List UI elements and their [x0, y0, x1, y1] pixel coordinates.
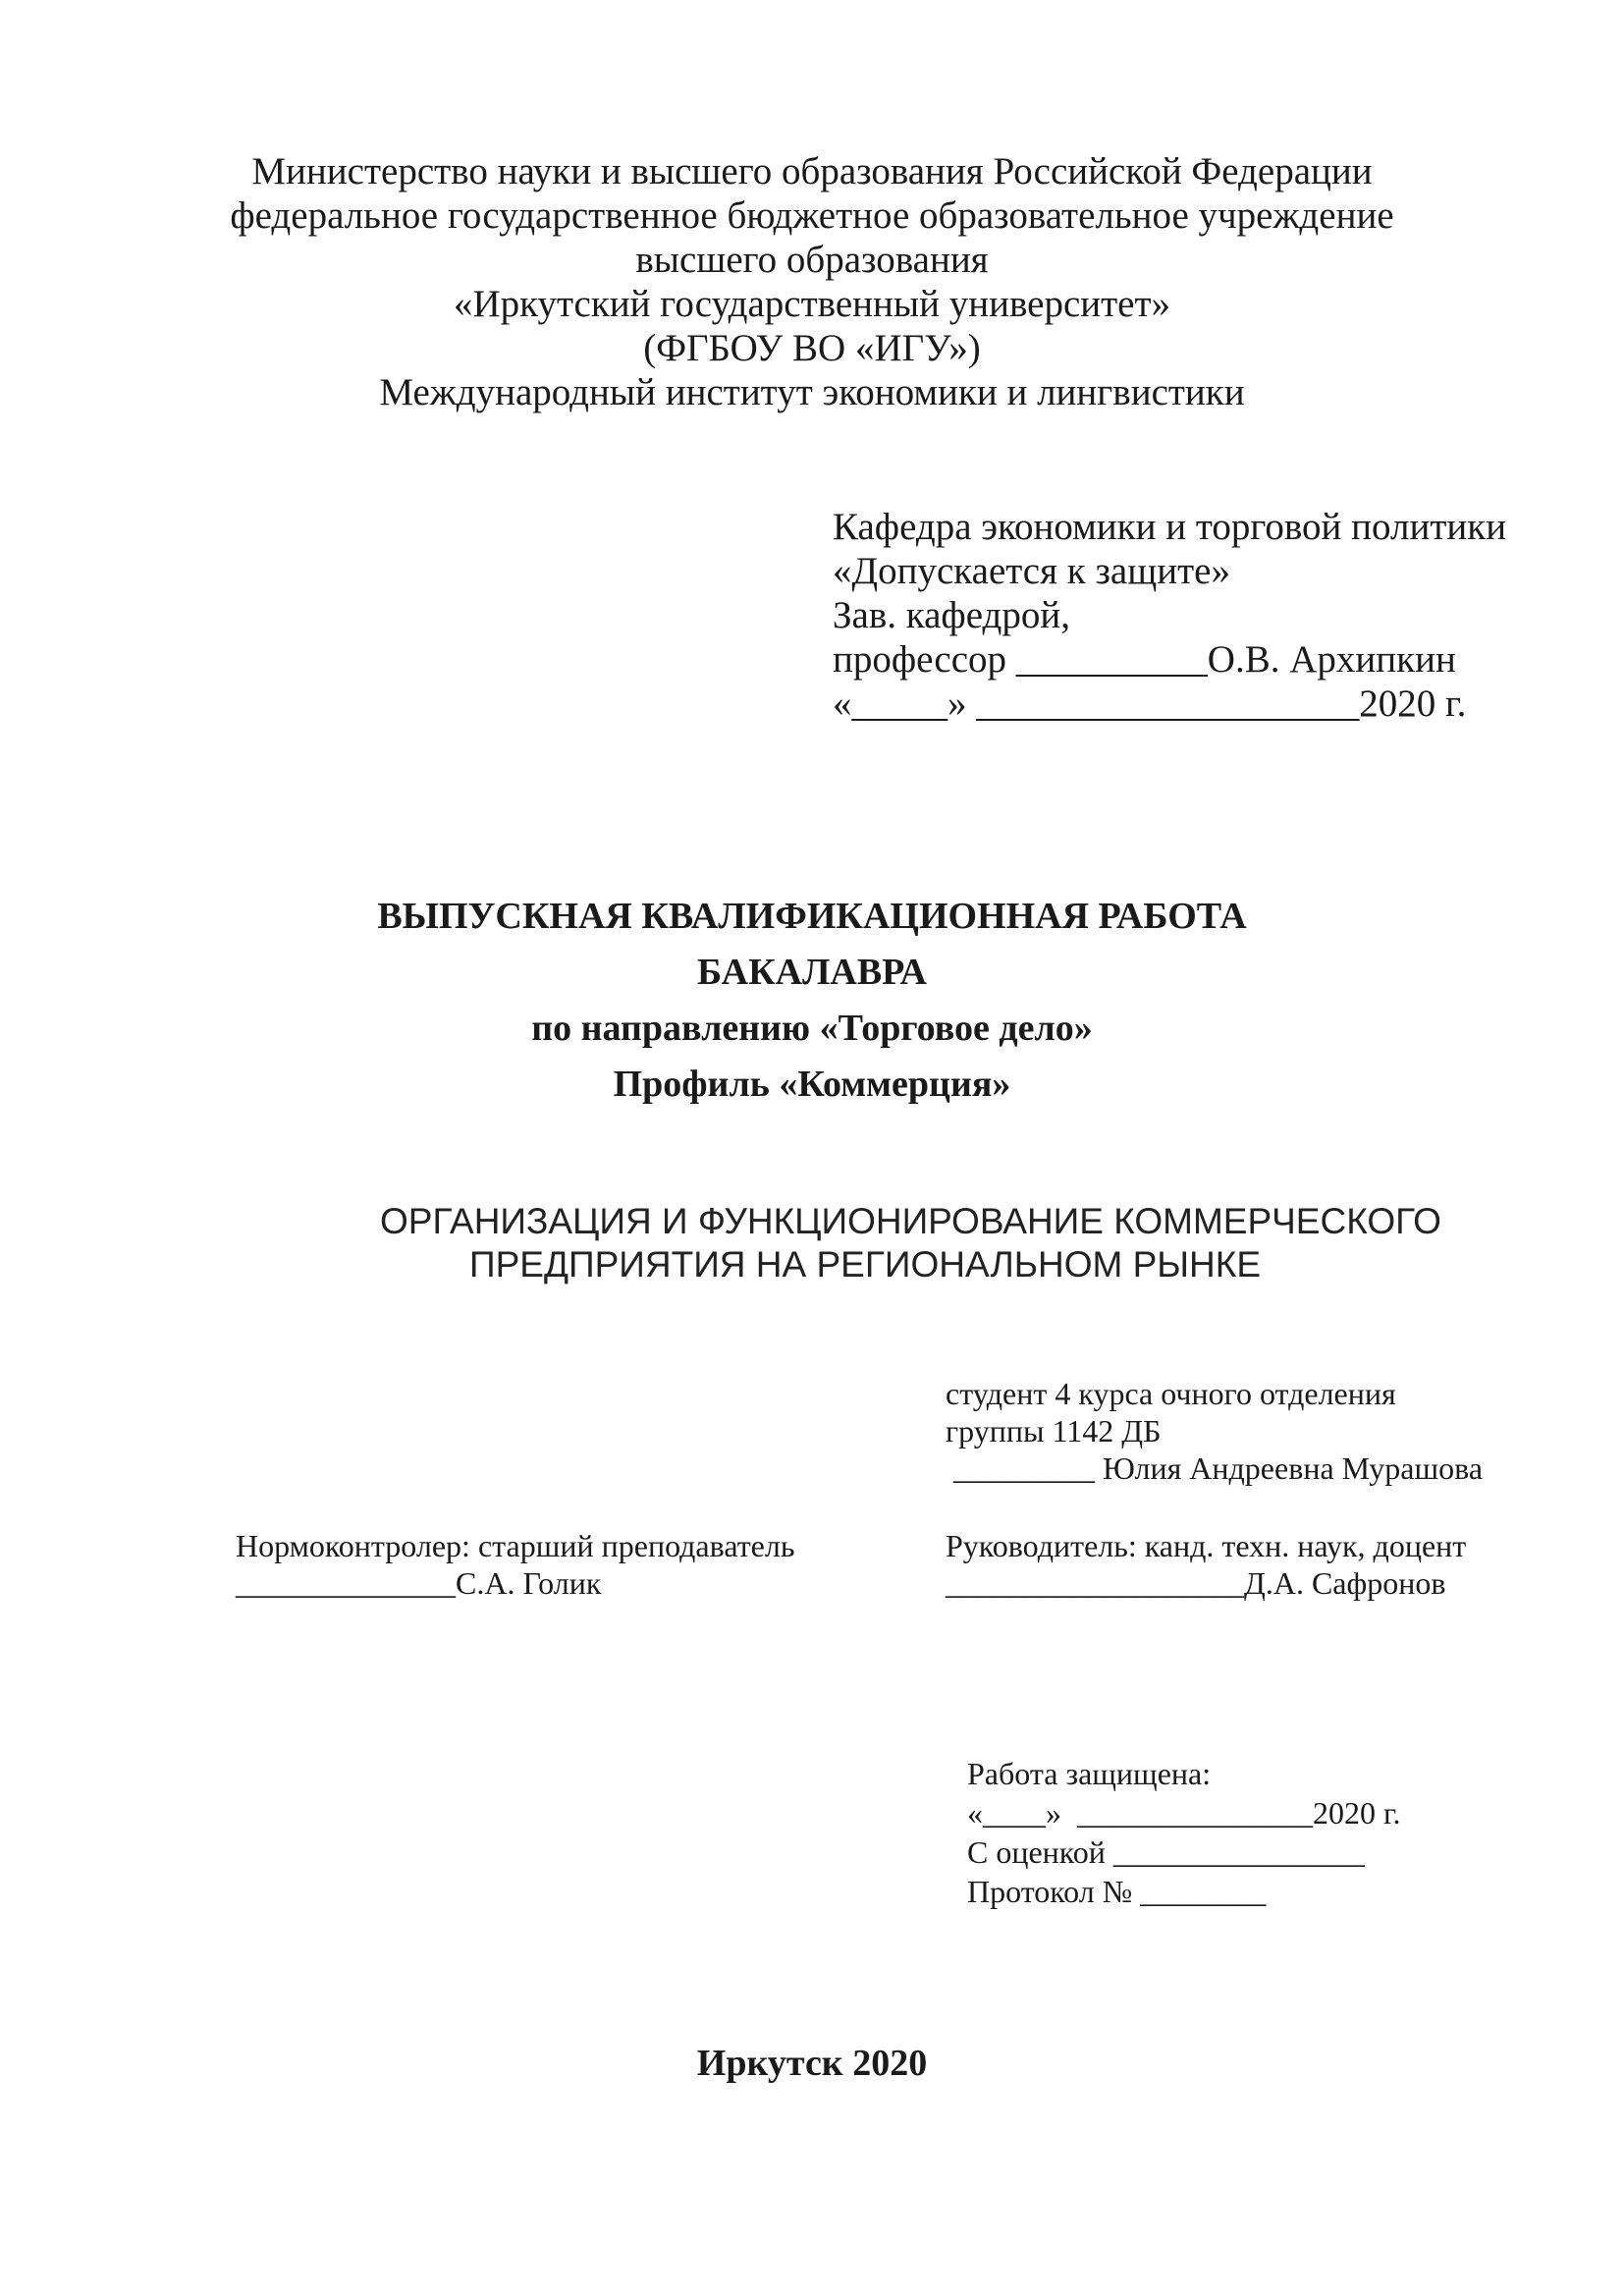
controller-role-line: Нормоконтролер: старший преподаватель	[236, 1528, 795, 1563]
admitted-line: «Допускается к защите»	[833, 550, 1230, 592]
thesis-title-block	[0, 889, 1624, 1113]
education-level-line: высшего образования	[635, 239, 989, 281]
approval-date-line: «_____» ____________________2020 г.	[833, 683, 1467, 725]
head-line: Зав. кафедрой,	[833, 594, 1070, 636]
university-abbrev-line: (ФГБОУ ВО «ИГУ»)	[643, 327, 981, 369]
supervisor-signature-line: ___________________Д.А. Сафронов	[946, 1565, 1446, 1601]
institution-type-line: федеральное государственное бюджетное образовательное учреждение	[230, 194, 1394, 237]
student-block	[946, 1375, 1483, 1487]
topic-line-2: ПРЕДПРИЯТИЯ НА РЕГИОНАЛЬНОМ РЫНКЕ	[469, 1244, 1261, 1285]
approval-block	[833, 505, 1506, 726]
city-year: Иркутск 2020	[696, 2043, 928, 2084]
defense-date-line: «____» _______________2020 г.	[967, 1795, 1401, 1831]
ministry-line: Министерство науки и высшего образования Российской Федерации	[251, 150, 1373, 192]
controller-signature-line: ______________С.А. Голик	[236, 1565, 602, 1601]
student-group-line: группы 1142 ДБ	[946, 1413, 1162, 1449]
thesis-type-line: ВЫПУСКНАЯ КВАЛИФИКАЦИОННАЯ РАБОТА	[377, 896, 1247, 937]
student-signature-line: _________ Юлия Андреевна Мурашова	[946, 1450, 1484, 1486]
norm-controller-block	[236, 1527, 794, 1602]
institute-line: Международный институт экономики и лингвистики	[379, 371, 1245, 413]
defense-grade-line: С оценкой ________________	[967, 1834, 1365, 1870]
supervisor-role-line: Руководитель: канд. техн. наук, доцент	[946, 1528, 1467, 1563]
university-header	[0, 149, 1624, 414]
profile-line: Профиль «Коммерция»	[613, 1064, 1011, 1105]
student-course-line: студент 4 курса очного отделения	[946, 1376, 1396, 1411]
professor-signature-line: профессор __________О.В. Архипкин	[833, 638, 1456, 681]
topic-line-1: ОРГАНИЗАЦИЯ И ФУНКЦИОНИРОВАНИЕ КОММЕРЧЕСКОГО	[380, 1201, 1441, 1241]
direction-line: по направлению «Торговое дело»	[531, 1008, 1093, 1049]
defense-title-line: Работа защищена:	[967, 1756, 1212, 1791]
defense-protocol-line: Протокол № ________	[967, 1874, 1267, 1909]
defense-block	[967, 1754, 1401, 1911]
department-line: Кафедра экономики и торговой политики	[833, 506, 1507, 548]
degree-line: БАКАЛАВРА	[697, 952, 927, 993]
supervisor-block	[946, 1527, 1466, 1602]
university-name-line: «Иркутский государственный университет»	[453, 283, 1171, 325]
